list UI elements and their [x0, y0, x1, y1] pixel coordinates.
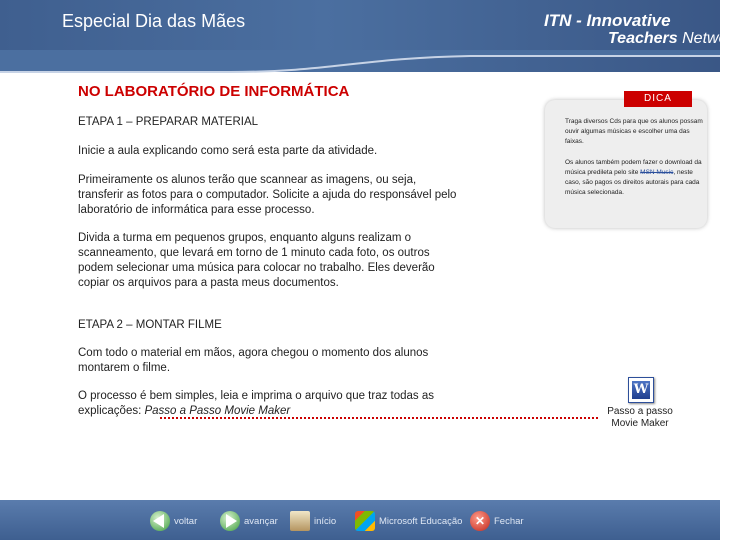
brand-line2-light: Network	[677, 30, 741, 47]
tip-text-download	[565, 158, 705, 198]
microsoft-logo-icon	[355, 511, 375, 531]
forward-arrow-icon	[220, 511, 240, 531]
word-w-glyph: W	[633, 382, 649, 397]
home-icon	[290, 511, 310, 531]
section-heading: NO LABORATÓRIO DE INFORMÁTICA	[78, 83, 350, 100]
step2-title: ETAPA 2 – MONTAR FILME	[78, 319, 222, 331]
paragraph-groups: Divida a turma em pequenos grupos, enquanto alguns realizam o scanneamento, que levará em torno de 1 minuto cada foto, os outros podem selecionar uma música para colocar no trabalho. Eles deverão copiar os arquivos para a pasta meus documentos.	[78, 232, 435, 289]
tip-download-prefix: Os alunos também podem fazer o download da música predileta pelo site	[565, 159, 702, 176]
close-x-icon: ✕	[470, 511, 490, 531]
brand-line1: ITN - Innovative	[544, 11, 671, 30]
microsoft-education-button[interactable]	[355, 509, 462, 533]
forward-label: avançar	[244, 515, 278, 527]
word-document-icon[interactable]	[628, 377, 654, 403]
brand-line2-bold: Teachers	[608, 30, 678, 47]
microsoft-label: Microsoft Educação	[379, 515, 463, 527]
brand-line2	[608, 30, 741, 48]
paragraph-scan: Primeiramente os alunos terão que scannear as imagens, ou seja, transferir as fotos para o computador. Solicite a ajuda do responsável pelo laboratório de informática para esse processo.	[78, 174, 457, 216]
paragraph-process	[78, 389, 458, 419]
back-label: voltar	[174, 515, 198, 527]
tip-text-cds: Traga diversos Cds para que os alunos possam ouvir algumas músicas e escolher uma das faixas.	[565, 118, 703, 145]
paragraph-material: Com todo o material em mãos, agora chegou o momento dos alunos montarem o filme.	[78, 347, 429, 374]
tip-label: DICA	[624, 91, 692, 107]
home-label: início	[314, 515, 337, 527]
word-document-caption[interactable]: Passo a passo Movie Maker	[607, 406, 673, 429]
paragraph-intro: Inicie a aula explicando como será esta parte da atividade.	[78, 145, 378, 157]
back-arrow-icon	[150, 511, 170, 531]
step1-title: ETAPA 1 – PREPARAR MATERIAL	[78, 116, 259, 128]
home-button[interactable]	[290, 509, 336, 533]
forward-button[interactable]	[220, 509, 278, 533]
movie-maker-guide-link[interactable]: Passo a Passo Movie Maker	[144, 405, 291, 417]
back-button[interactable]	[150, 509, 197, 533]
itn-logo	[544, 12, 741, 48]
page-title: Especial Dia das Mães	[62, 11, 246, 31]
close-button[interactable]	[470, 509, 524, 533]
close-label: Fechar	[494, 515, 524, 527]
process-text: O processo é bem simples, leia e imprima o arquivo que traz todas as explicações:	[78, 390, 435, 417]
tip-download-suffix: , neste caso, são pagos os direitos autorais para cada música selecionada.	[565, 169, 700, 196]
msn-music-link[interactable]: MSN Music	[640, 169, 674, 176]
dotted-connector	[160, 417, 598, 419]
